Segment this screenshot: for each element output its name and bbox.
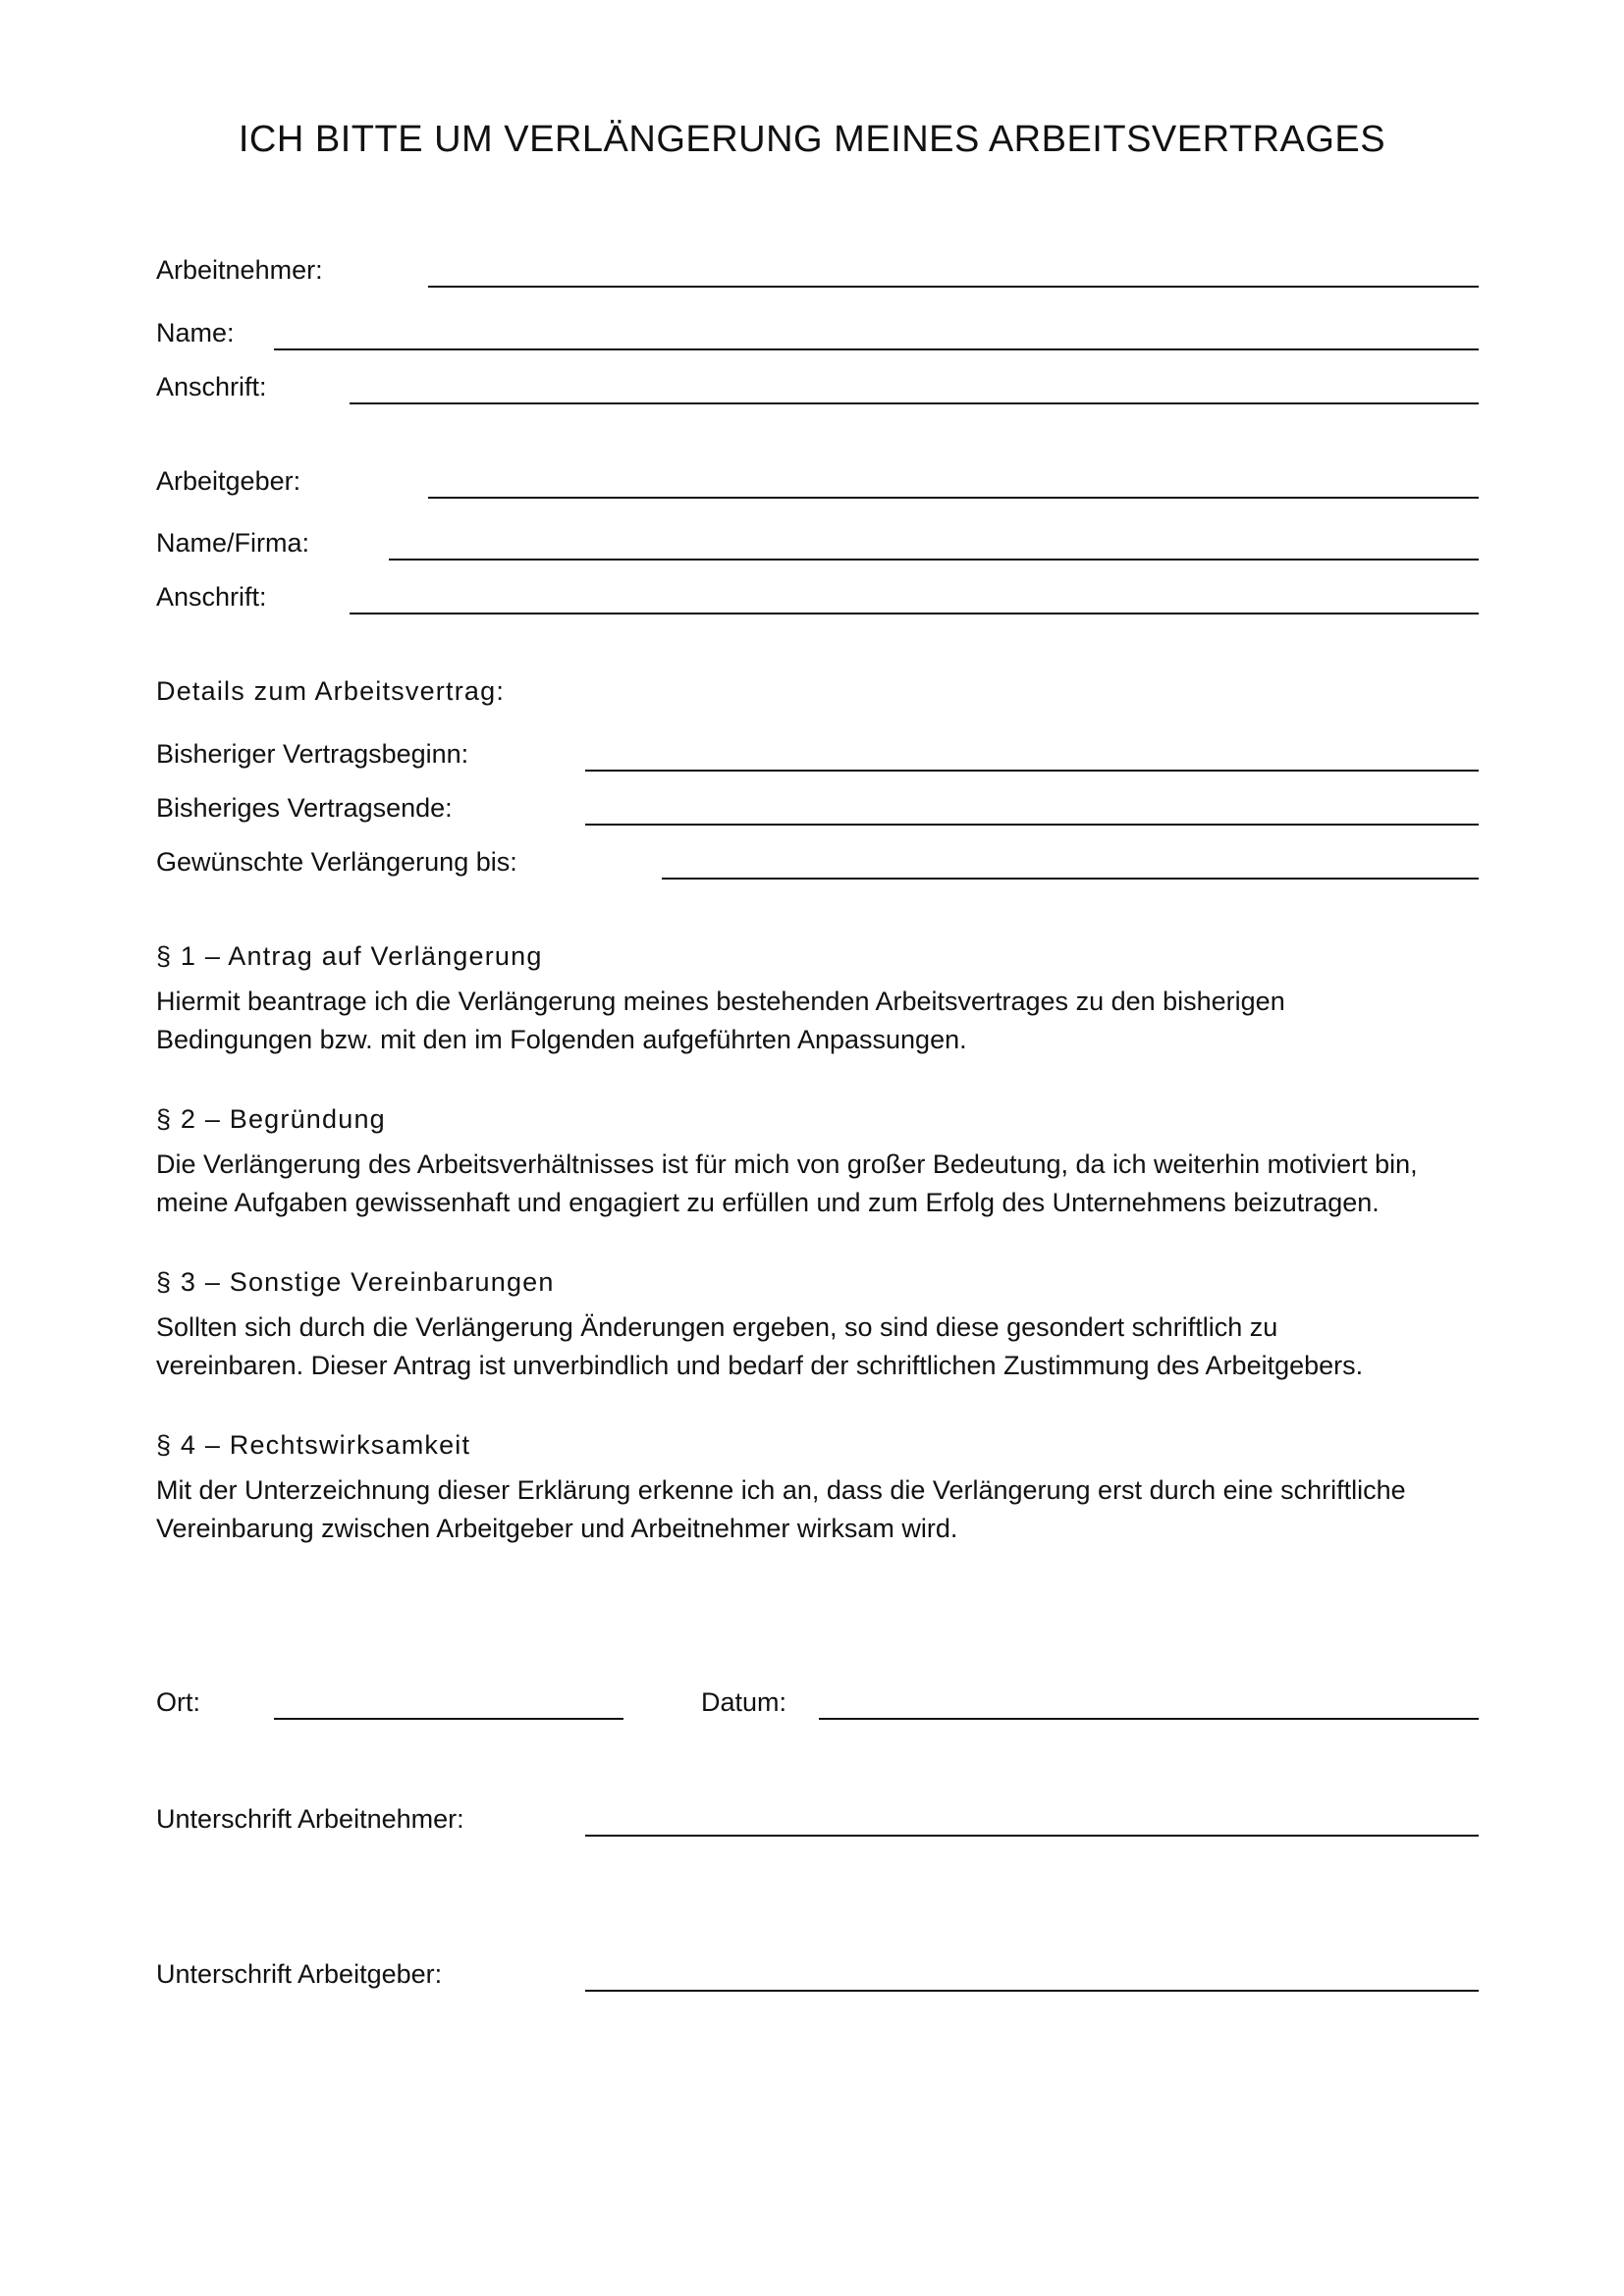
employer-signature-label: Unterschrift Arbeitgeber: [156, 1959, 443, 1989]
section-4-heading: § 4 – Rechtswirksamkeit [156, 1430, 471, 1460]
place-label: Ort: [156, 1687, 200, 1717]
contract-extension-line[interactable] [662, 878, 1479, 880]
section-3-line-1: Sollten sich durch die Verlängerung Änderungen ergeben, so sind diese gesondert schriftlich zu [156, 1312, 1278, 1342]
employer-name-line[interactable] [389, 559, 1479, 561]
document-title: ICH BITTE UM VERLÄNGERUNG MEINES ARBEITSVERTRAGES [238, 119, 1386, 160]
contract-end-line[interactable] [585, 824, 1479, 826]
employee-name-label: Name: [156, 318, 235, 347]
section-1-line-1: Hiermit beantrage ich die Verlängerung meines bestehenden Arbeitsvertrages zu den bisherigen [156, 987, 1285, 1016]
section-4-text [156, 1471, 1491, 1548]
date-label: Datum: [701, 1687, 787, 1717]
section-2-heading: § 2 – Begründung [156, 1104, 386, 1134]
employee-name-line[interactable] [274, 348, 1479, 350]
section-2-line-2: meine Aufgaben gewissenhaft und engagiert zu erfüllen und zum Erfolg des Unternehmens beizutragen. [156, 1188, 1380, 1217]
employer-line[interactable] [428, 497, 1479, 499]
section-1-line-2: Bedingungen bzw. mit den im Folgenden aufgeführten Anpassungen. [156, 1025, 967, 1054]
employee-heading: Arbeitnehmer: [156, 255, 323, 285]
section-2-line-1: Die Verlängerung des Arbeitsverhältnisses ist für mich von großer Bedeutung, da ich weiterhin motiviert bin, [156, 1149, 1418, 1179]
employer-signature-line[interactable] [585, 1990, 1479, 1992]
employee-signature-line[interactable] [585, 1835, 1479, 1837]
employee-line[interactable] [428, 286, 1479, 288]
section-3-line-2: vereinbaren. Dieser Antrag ist unverbindlich und bedarf der schriftlichen Zustimmung des Arbeitgebers. [156, 1351, 1364, 1380]
section-1-text [156, 983, 1491, 1059]
section-1-heading: § 1 – Antrag auf Verlängerung [156, 941, 543, 971]
place-line[interactable] [274, 1718, 623, 1720]
date-line[interactable] [819, 1718, 1479, 1720]
employer-name-label: Name/Firma: [156, 528, 310, 558]
section-4-line-1: Mit der Unterzeichnung dieser Erklärung erkenne ich an, dass die Verlängerung erst durch eine schriftliche [156, 1475, 1406, 1505]
section-3-text [156, 1308, 1491, 1385]
contract-details-heading: Details zum Arbeitsvertrag: [156, 676, 506, 706]
section-4-line-2: Vereinbarung zwischen Arbeitgeber und Arbeitnehmer wirksam wird. [156, 1514, 958, 1543]
section-3-heading: § 3 – Sonstige Vereinbarungen [156, 1267, 555, 1297]
employee-address-label: Anschrift: [156, 372, 267, 401]
employer-address-line[interactable] [350, 613, 1479, 614]
contract-end-label: Bisheriges Vertragsende: [156, 793, 453, 823]
employee-signature-label: Unterschrift Arbeitnehmer: [156, 1804, 464, 1834]
employer-address-label: Anschrift: [156, 582, 267, 612]
section-2-text [156, 1146, 1491, 1222]
contract-extension-label: Gewünschte Verlängerung bis: [156, 847, 517, 877]
employer-heading: Arbeitgeber: [156, 466, 301, 496]
contract-start-label: Bisheriger Vertragsbeginn: [156, 739, 469, 769]
contract-start-line[interactable] [585, 770, 1479, 772]
employee-address-line[interactable] [350, 402, 1479, 404]
